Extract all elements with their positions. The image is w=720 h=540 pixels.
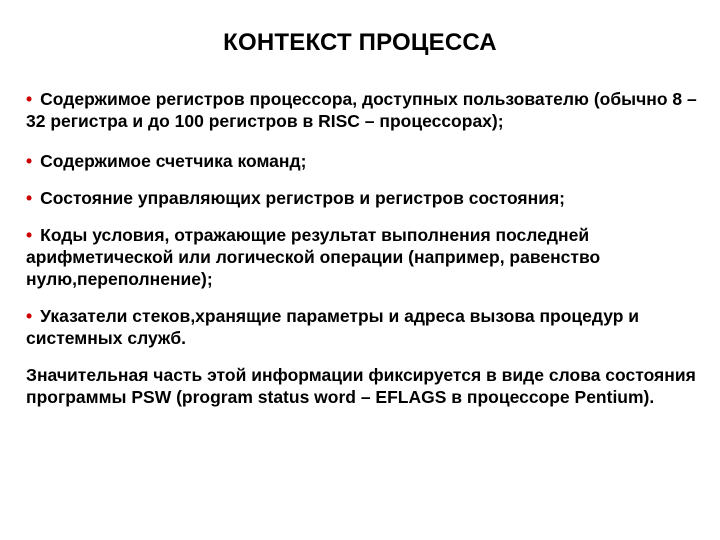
bullet-icon: • xyxy=(26,306,33,326)
bullet-item-condition-codes xyxy=(26,224,702,290)
bullet-icon: • xyxy=(26,225,33,245)
bullet-item-control-registers xyxy=(26,187,702,209)
bullet-icon: • xyxy=(26,151,33,171)
bullet-text: Содержимое счетчика команд; xyxy=(40,151,307,171)
bullet-item-program-counter xyxy=(26,150,702,172)
slide-title: КОНТЕКСТ ПРОЦЕССА xyxy=(223,29,497,56)
bullet-item-stack-pointers xyxy=(26,305,702,349)
bullet-text: Состояние управляющих регистров и регистров состояния; xyxy=(40,188,566,208)
bullet-text: Указатели стеков,хранящие параметры и адреса вызова процедур и системных служб. xyxy=(26,306,640,348)
summary-paragraph: Значительная часть этой информации фиксируется в виде слова состояния программы PSW (program status word – EFLAGS в процессоре Pentium). xyxy=(26,365,696,407)
bullet-text: Коды условия, отражающие результат выполнения последней арифметической или логической операции (например, равенство нулю,переполнение); xyxy=(26,225,601,289)
bullet-icon: • xyxy=(26,89,33,109)
slide-content xyxy=(26,88,702,408)
bullet-icon: • xyxy=(26,188,33,208)
bullet-item-registers xyxy=(26,88,702,132)
bullet-text: Содержимое регистров процессора, доступных пользователю (обычно 8 – 32 регистра и до 100 регистров в RISC – процессорах); xyxy=(26,89,697,131)
